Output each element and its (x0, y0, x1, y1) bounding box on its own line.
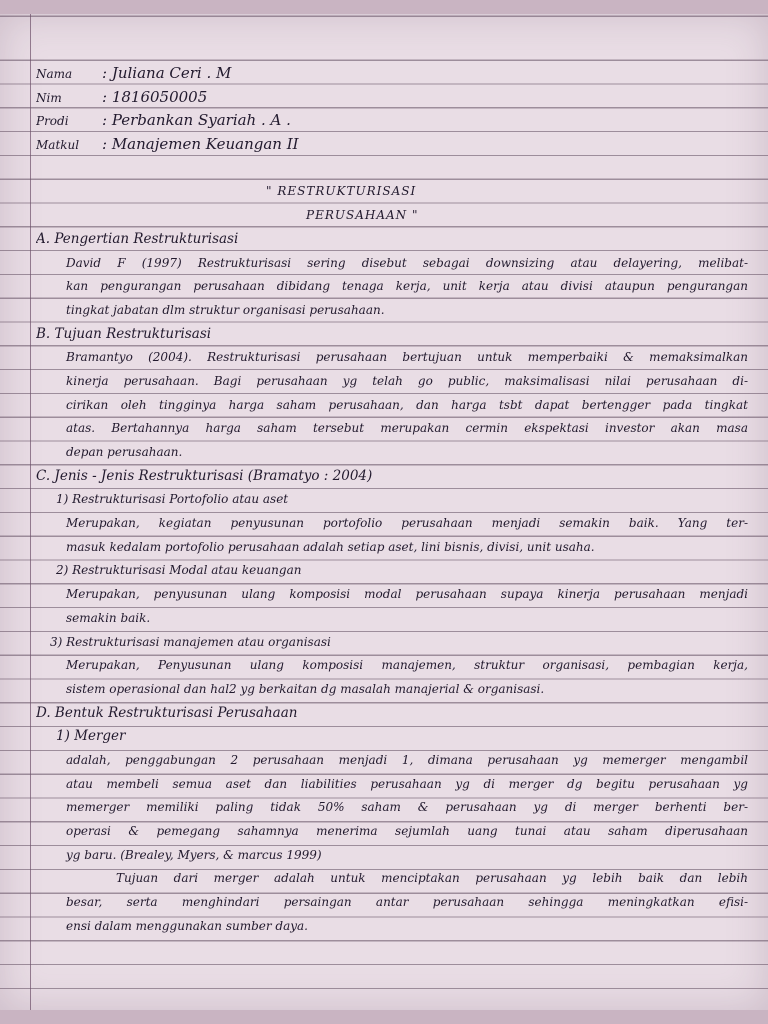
section-b-line: cirikan oleh tingginya harga saham perusahaan, dan harga tsbt dapat bertengger pada tingkat (66, 397, 748, 412)
section-c-heading: C. Jenis - Jenis Restrukturisasi (Bramatyo : 2004) (36, 467, 373, 484)
name-label: Nama (36, 67, 73, 81)
section-a-line: tingkat jabatan dlm struktur organisasi perusahaan. (66, 302, 385, 317)
section-c-item-heading: 1) Restrukturisasi Portofolio atau aset (56, 492, 289, 507)
prodi-row (36, 109, 748, 133)
section-d-line: adalah, penggabungan 2 perusahaan menjadi 1, dimana perusahaan yg memerger mengambil (66, 752, 748, 767)
section-d-item-heading: 1) Merger (56, 728, 126, 745)
section-d-paragraph-line: Tujuan dari merger adalah untuk menciptakan perusahaan yg lebih baik dan lebih (116, 871, 748, 886)
section-d-paragraph-line: ensi dalam menggunakan sumber daya. (66, 918, 308, 933)
section-c-item-heading: 2) Restrukturisasi Modal atau keuangan (56, 563, 302, 578)
nim-value: : 1816050005 (102, 87, 208, 106)
title-line-1: " RESTRUKTURISASI (266, 184, 417, 199)
handwritten-notes (36, 62, 748, 938)
name-row (36, 62, 748, 86)
matkul-label: Matkul (36, 138, 80, 153)
section-c-line: Merupakan, Penyusunan ulang komposisi manajemen, struktur organisasi, pembagian kerja, (66, 658, 748, 673)
section-d-heading: D. Bentuk Restrukturisasi Perusahaan (36, 704, 298, 721)
section-b-heading: B. Tujuan Restrukturisasi (36, 325, 212, 342)
section-d-line: yg baru. (Brealey, Myers, & marcus 1999) (66, 847, 322, 862)
section-c-line: masuk kedalam portofolio perusahaan adalah setiap aset, lini bisnis, divisi, unit usaha. (66, 539, 595, 554)
section-c-line: Merupakan, kegiatan penyusunan portofolio perusahaan menjadi semakin baik. Yang ter- (66, 516, 748, 531)
section-c-line: Merupakan, penyusunan ulang komposisi modal perusahaan supaya kinerja perusahaan menjadi (66, 587, 748, 602)
name-value: : Juliana Ceri . M (102, 64, 232, 82)
margin-line (30, 14, 31, 1010)
notebook-page (0, 14, 768, 1010)
section-d-paragraph-line: besar, serta menghindari persaingan antar perusahaan sehingga meningkatkan efisi- (66, 895, 748, 910)
prodi-value: : Perbankan Syariah . A . (102, 111, 291, 130)
section-c-line: sistem operasional dan hal2 yg berkaitan dg masalah manajerial & organisasi. (66, 681, 545, 696)
prodi-label: Prodi (36, 114, 69, 129)
nim-label: Nim (36, 90, 62, 105)
section-b-line: kinerja perusahaan. Bagi perusahaan yg telah go public, maksimalisasi nilai perusahaan di- (66, 373, 748, 388)
matkul-row (36, 133, 748, 157)
section-c-item-heading: 3) Restrukturisasi manajemen atau organisasi (50, 634, 331, 649)
section-a-line: kan pengurangan perusahaan dibidang tenaga kerja, unit kerja atau divisi ataupun pengurangan (66, 279, 748, 294)
blank-row (36, 157, 748, 181)
section-d-line: operasi & pemegang sahamnya menerima sejumlah uang tunai atau saham diperusahaan (66, 824, 748, 838)
section-d-line: atau membeli semua aset dan liabilities perusahaan yg di merger dg begitu perusahaan yg (66, 776, 748, 791)
section-b-line: atas. Bertahannya harga saham tersebut merupakan cermin ekspektasi investor akan masa (66, 421, 748, 436)
section-d-line: memerger memiliki paling tidak 50% saham & perusahaan yg di merger berhenti ber- (66, 800, 748, 815)
title-line-2: PERUSAHAAN " (306, 208, 419, 223)
section-a-heading: A. Pengertian Restrukturisasi (36, 230, 239, 247)
nim-row (36, 86, 748, 110)
section-b-line: Bramantyo (2004). Restrukturisasi perusahaan bertujuan untuk memperbaiki & memaksimalkan (66, 350, 748, 365)
section-a-line: David F (1997) Restrukturisasi sering disebut sebagai downsizing atau delayering, melibat- (66, 255, 748, 270)
matkul-value: : Manajemen Keuangan II (102, 135, 299, 154)
section-c-line: semakin baik. (66, 610, 151, 625)
section-b-line: depan perusahaan. (66, 445, 183, 459)
